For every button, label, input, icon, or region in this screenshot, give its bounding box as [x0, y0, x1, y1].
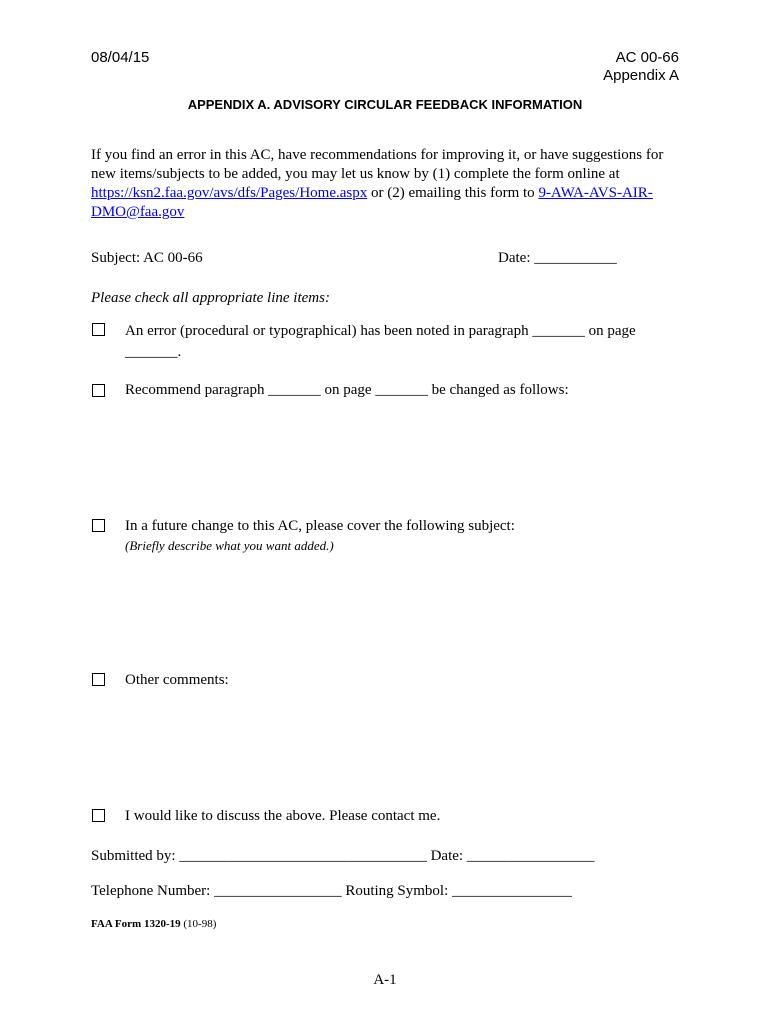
submitted-by-line[interactable]: Submitted by: _________________________________ Date: _________________	[91, 848, 595, 864]
instructions: Please check all appropriate line items:	[91, 290, 330, 306]
other-comments-checkbox[interactable]	[92, 673, 105, 686]
page-title: APPENDIX A. ADVISORY CIRCULAR FEEDBACK INFORMATION	[187, 97, 583, 112]
future-subject-note: (Briefly describe what you want added.)	[125, 538, 334, 553]
page-number: A-1	[373, 972, 397, 988]
future-subject-checkbox[interactable]	[92, 519, 105, 532]
online-form-link[interactable]: https://ksn2.faa.gov/avs/dfs/Pages/Home.aspx	[91, 185, 368, 201]
recommend-change-checkbox[interactable]	[92, 384, 105, 397]
header-appendix: Appendix A	[603, 67, 679, 84]
contact-me-text: I would like to discuss the above. Please contact me.	[125, 808, 441, 824]
intro-text-before: If you find an error in this AC, have recommendations for improving it, or have suggestions for new items/subjects to be added, you may let us know by (1) complete the form online at	[91, 147, 664, 182]
header-doc-id: AC 00-66	[615, 49, 679, 66]
header-doc-info	[603, 49, 679, 85]
form-number-name: FAA Form 1320-19	[91, 918, 181, 930]
other-comments-text: Other comments:	[125, 672, 229, 688]
error-item-text: An error (procedural or typographical) has been noted in paragraph _______ on page _______.	[125, 323, 636, 360]
header-date: 08/04/15	[91, 49, 150, 66]
email-link[interactable]: 9-AWA-AVS-AIR-DMO@faa.gov	[91, 185, 653, 220]
future-subject-item	[125, 516, 655, 555]
error-checkbox[interactable]	[92, 323, 105, 336]
form-number	[91, 918, 216, 930]
recommend-change-text: Recommend paragraph _______ on page _______ be changed as follows:	[125, 382, 569, 398]
telephone-line[interactable]: Telephone Number: _________________ Routing Symbol: ________________	[91, 883, 573, 899]
contact-me-checkbox[interactable]	[92, 809, 105, 822]
intro-paragraph	[91, 146, 691, 222]
form-number-rev: (10-98)	[180, 918, 217, 930]
future-subject-text: In a future change to this AC, please cover the following subject:	[125, 518, 515, 534]
intro-text-middle: or (2) emailing this form to	[367, 185, 539, 201]
subject-line: Subject: AC 00-66	[91, 250, 203, 266]
date-field[interactable]: Date: ___________	[498, 250, 617, 266]
